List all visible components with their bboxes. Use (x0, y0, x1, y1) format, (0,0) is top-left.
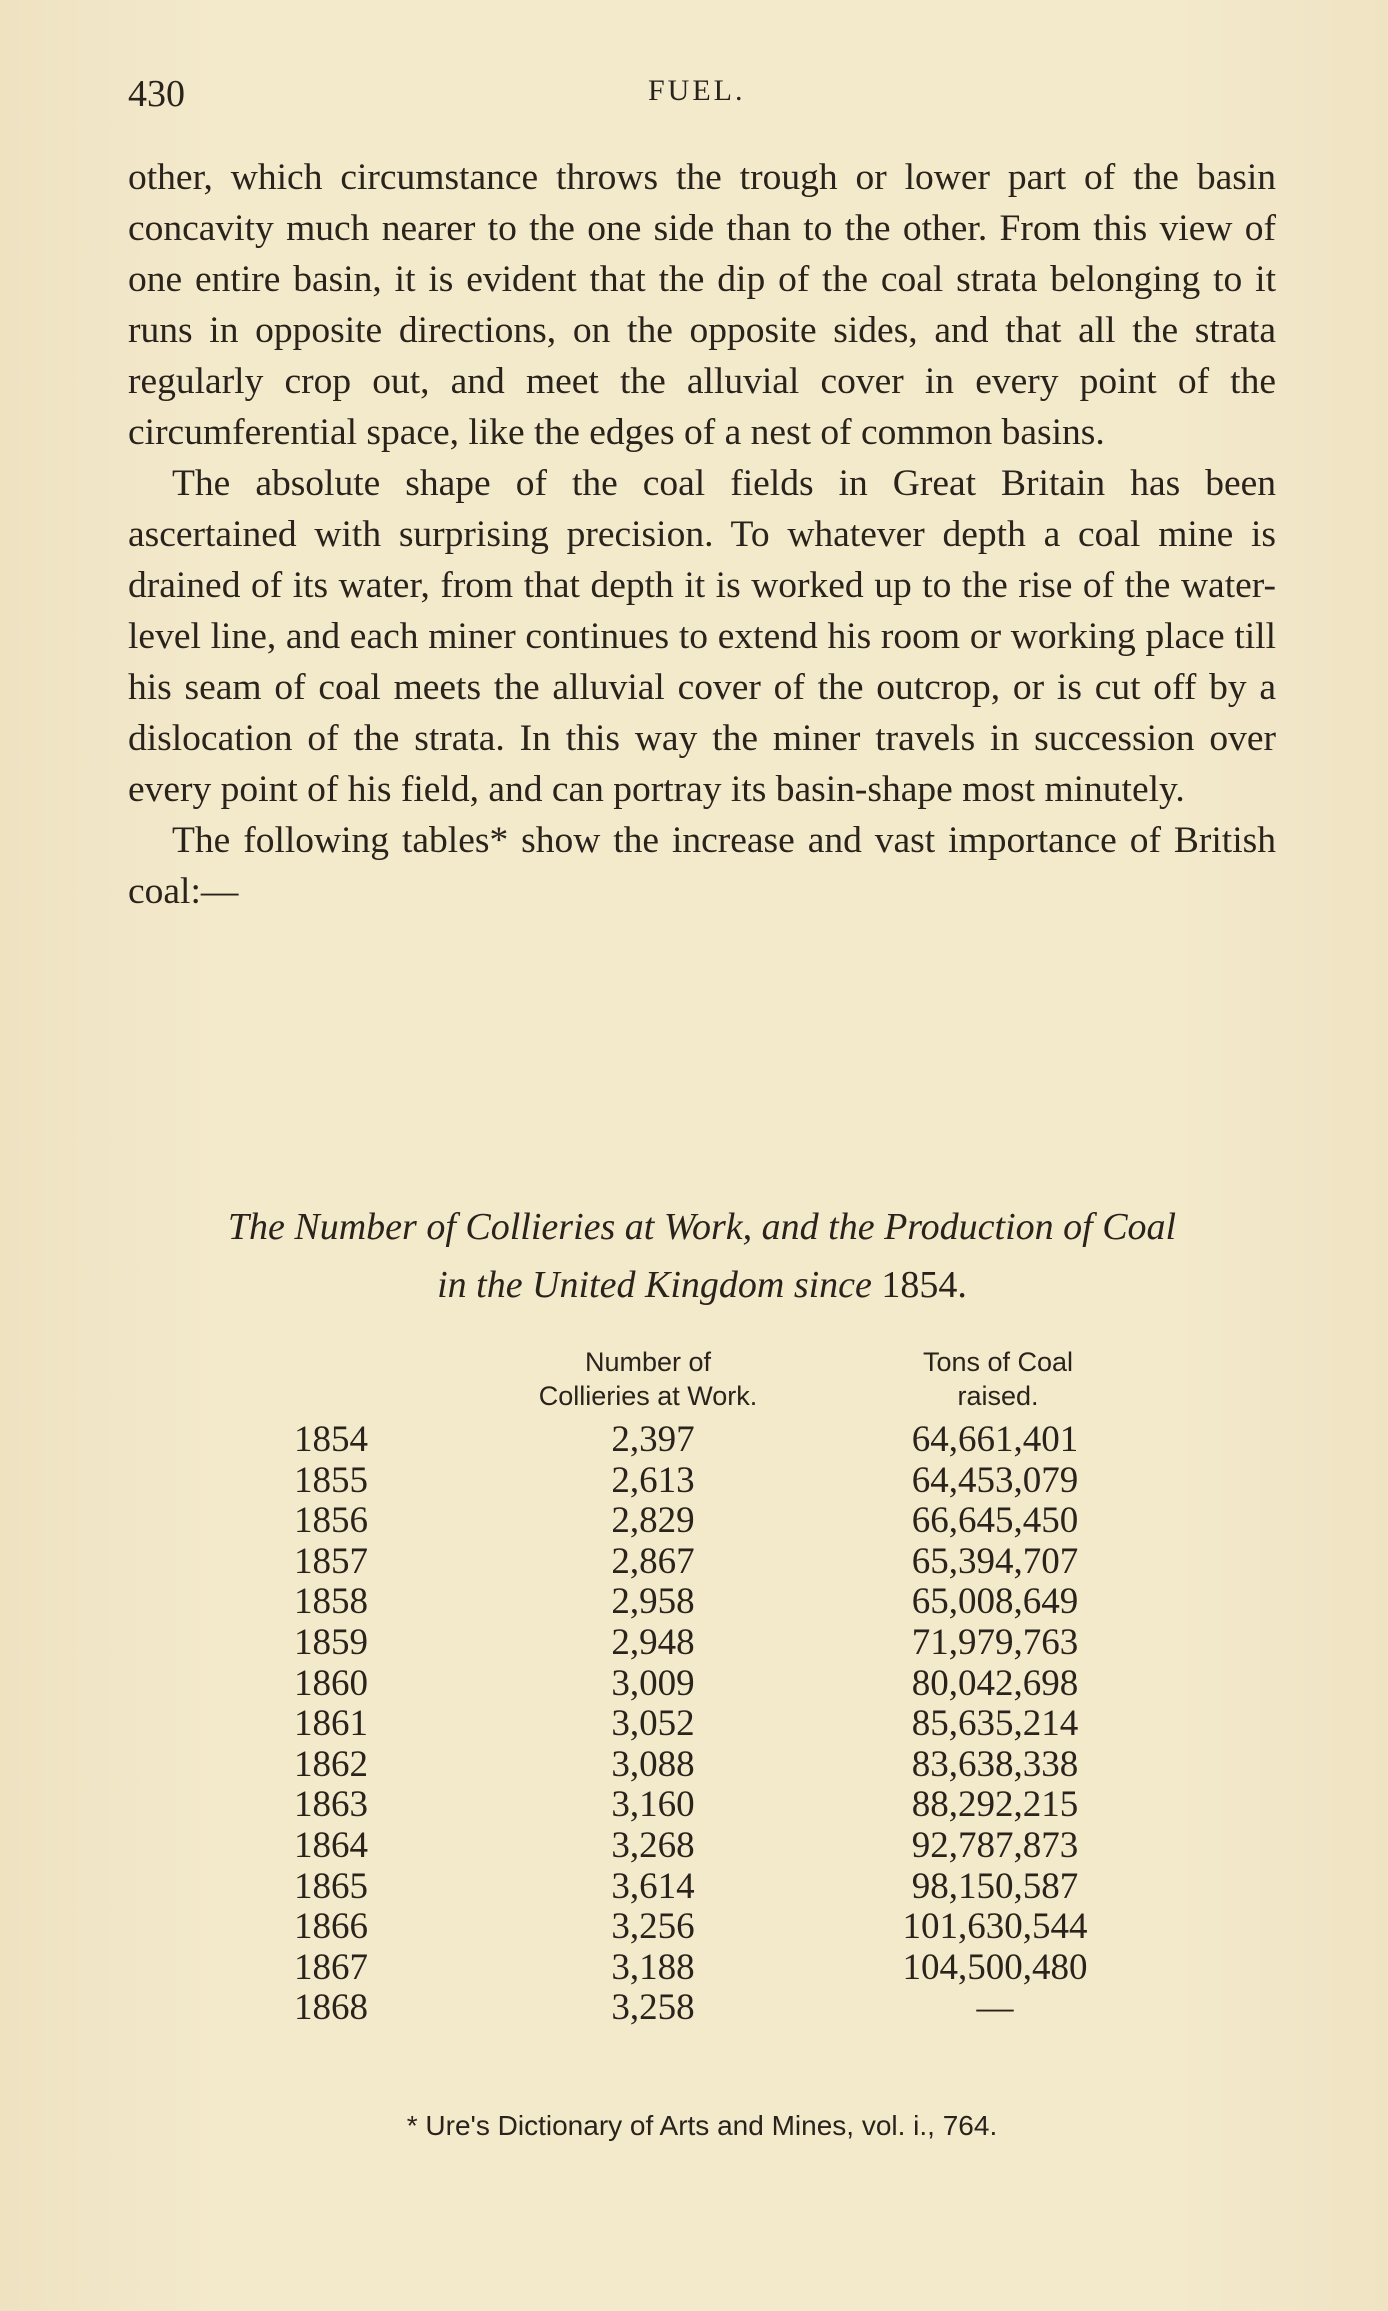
table-caption (128, 1198, 1276, 1314)
year-cell: 1864 (294, 1824, 368, 1866)
table-row (128, 1461, 1276, 1502)
collieries-cell: 2,948 (611, 1621, 695, 1663)
tons-cell: 98,150,587 (911, 1865, 1079, 1907)
collieries-cell: 3,088 (611, 1743, 695, 1785)
footnote: * Ure's Dictionary of Arts and Mines, vol. i., 764. (406, 2110, 998, 2141)
year-cell: 1866 (294, 1906, 368, 1948)
collieries-cell: 3,188 (611, 1946, 695, 1988)
tons-cell: 71,979,763 (911, 1621, 1079, 1663)
collieries-cell: 2,958 (611, 1581, 695, 1623)
collieries-cell: 3,256 (611, 1906, 695, 1948)
collieries-cell: 2,867 (611, 1540, 695, 1582)
tons-cell: 92,787,873 (911, 1824, 1079, 1866)
collieries-cell: 2,613 (611, 1459, 695, 1501)
collieries-cell: 3,258 (611, 1987, 695, 2029)
year-cell: 1865 (294, 1865, 368, 1907)
paragraph: other, which circumstance throws the trough or lower part of the basin concavity much nearer to the one side than to the other. From this view of one entire basin, it is evident that the dip of the coal strata belonging to it runs in opposite directions, on the opposite sides, and that all the strata regularly crop out, and meet the alluvial cover in every point of the circumferential space, like the edges of a nest of common basins. (128, 157, 1276, 453)
collieries-cell: 3,268 (611, 1824, 695, 1866)
running-head (128, 72, 1276, 122)
table-row (128, 1420, 1276, 1461)
collieries-cell: 3,052 (611, 1703, 695, 1745)
column-header-text: raised. (957, 1381, 1039, 1411)
table-row (128, 1826, 1276, 1867)
year-cell: 1861 (294, 1703, 368, 1745)
tons-cell: 65,394,707 (911, 1540, 1079, 1582)
page-number: 430 (128, 73, 185, 115)
tons-cell: 104,500,480 (902, 1946, 1088, 1988)
running-title: FUEL. (648, 74, 746, 107)
year-cell: 1859 (294, 1621, 368, 1663)
table-row (128, 1785, 1276, 1826)
collieries-cell: 2,829 (611, 1500, 695, 1542)
table-row (128, 1582, 1276, 1623)
year-cell: 1856 (294, 1500, 368, 1542)
table-row (128, 1623, 1276, 1664)
caption-line: The Number of Collieries at Work, and the Production of Coal (227, 1206, 1177, 1248)
body-text (128, 152, 1276, 917)
collieries-cell: 2,397 (611, 1419, 695, 1460)
column-header-tons (848, 1345, 1148, 1413)
column-header-text: Number of (584, 1347, 712, 1377)
column-header-text: Tons of Coal (922, 1347, 1074, 1377)
table-row (128, 1664, 1276, 1705)
year-cell: 1854 (294, 1419, 368, 1460)
paragraph: The absolute shape of the coal fields in Great Britain has been ascertained with surprising precision. To whatever depth a coal mine is drained of its water, from that depth it is worked up to the rise of the water-level line, and each miner continues to extend his room or working place till his seam of coal meets the alluvial cover of the outcrop, or is cut off by a dislocation of the strata. In this way the miner travels in succession over every point of his field, and can portray its basin-shape most minutely. (128, 463, 1276, 810)
paragraph: The following tables* show the increase and vast importance of British coal:— (128, 820, 1276, 912)
table-body (128, 1420, 1276, 2029)
table-row (128, 1501, 1276, 1542)
table-row (128, 1907, 1276, 1948)
year-cell: 1857 (294, 1540, 368, 1582)
year-cell: 1863 (294, 1784, 368, 1826)
table-row (128, 1948, 1276, 1989)
caption-line (128, 1256, 1276, 1314)
table-row (128, 1704, 1276, 1745)
table-row (128, 1988, 1276, 2029)
tons-cell: 80,042,698 (911, 1662, 1079, 1704)
tons-cell: 64,453,079 (911, 1459, 1079, 1501)
collieries-cell: 3,009 (611, 1662, 695, 1704)
column-header-collieries (488, 1345, 808, 1413)
year-cell: 1855 (294, 1459, 368, 1501)
column-header-text: Collieries at Work. (538, 1381, 758, 1411)
year-cell: 1862 (294, 1743, 368, 1785)
tons-cell: 65,008,649 (911, 1581, 1079, 1623)
caption-line-text: in the United Kingdom since (437, 1264, 872, 1306)
year-cell: 1860 (294, 1662, 368, 1704)
tons-cell: 88,292,215 (911, 1784, 1079, 1826)
table-row (128, 1867, 1276, 1908)
table-row (128, 1542, 1276, 1583)
tons-cell: 66,645,450 (911, 1500, 1079, 1542)
collieries-cell: 3,160 (611, 1784, 695, 1826)
tons-cell: 83,638,338 (911, 1743, 1079, 1785)
tons-cell: 85,635,214 (911, 1703, 1079, 1745)
table-row (128, 1745, 1276, 1786)
collieries-cell: 3,614 (611, 1865, 695, 1907)
tons-cell: — (976, 1987, 1014, 2029)
year-cell: 1867 (294, 1946, 368, 1988)
year-cell: 1868 (294, 1987, 368, 2029)
caption-year: 1854. (881, 1264, 967, 1306)
tons-cell: 64,661,401 (911, 1419, 1079, 1460)
tons-cell: 101,630,544 (902, 1906, 1088, 1948)
year-cell: 1858 (294, 1581, 368, 1623)
